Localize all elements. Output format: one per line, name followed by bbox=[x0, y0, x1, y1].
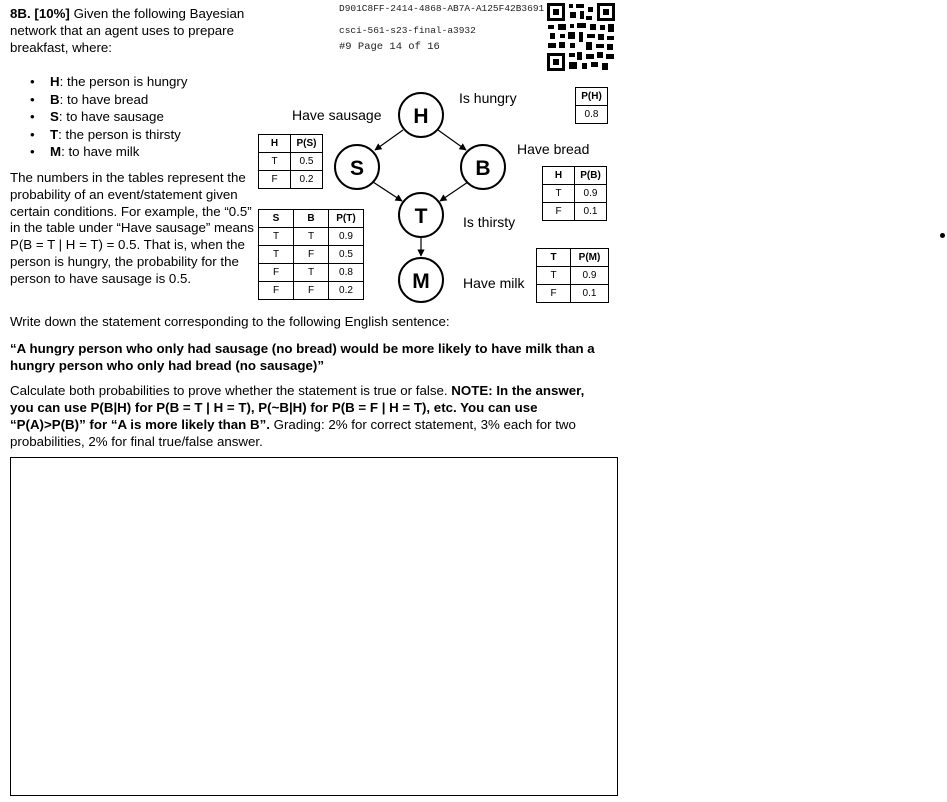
cpt-cell: 0.2 bbox=[329, 282, 364, 300]
cpt-table-b bbox=[542, 166, 607, 221]
cpt-table-m bbox=[536, 248, 609, 303]
instruction-text: Write down the statement corresponding to the following English sentence: bbox=[10, 314, 450, 329]
cpt-cell: T bbox=[259, 228, 294, 246]
calculation-instructions bbox=[10, 382, 610, 450]
cpt-header: P(H) bbox=[576, 88, 608, 106]
cpt-header: S bbox=[259, 210, 294, 228]
node-h-label: H bbox=[413, 105, 429, 128]
label-have-bread: Have bread bbox=[517, 141, 590, 157]
question-number: 8B. [10%] bbox=[10, 6, 70, 21]
cpt-header: P(M) bbox=[571, 249, 609, 267]
cpt-header: P(B) bbox=[575, 167, 607, 185]
edge-b-t bbox=[440, 182, 468, 201]
answer-box[interactable] bbox=[10, 457, 618, 796]
cpt-cell: F bbox=[259, 264, 294, 282]
cpt-cell: 0.9 bbox=[571, 267, 609, 285]
definition-text: : the person is hungry bbox=[59, 74, 188, 89]
cpt-cell: F bbox=[259, 282, 294, 300]
cpt-cell: T bbox=[537, 267, 571, 285]
definition-text: : to have milk bbox=[61, 144, 140, 159]
cpt-table-t bbox=[258, 209, 364, 300]
cpt-cell: F bbox=[294, 282, 329, 300]
label-is-thirsty: Is thirsty bbox=[463, 214, 516, 230]
quoted-sentence: “A hungry person who only had sausage (no bread) would be more likely to have milk than a hungry person who only had bread (no sausage)” bbox=[10, 341, 595, 373]
definition-text: : to have sausage bbox=[58, 109, 164, 124]
definition-var: H bbox=[50, 74, 60, 89]
cpt-cell: T bbox=[259, 153, 291, 171]
definition-var: S bbox=[50, 109, 59, 124]
cpt-cell: 0.5 bbox=[329, 246, 364, 264]
page-number: #9 Page 14 of 16 bbox=[339, 41, 440, 53]
cpt-header: B bbox=[294, 210, 329, 228]
definition-var: T bbox=[50, 126, 59, 142]
cpt-cell: 0.1 bbox=[571, 285, 609, 303]
calc-note: NOTE: In the answer, you can use P(B|H) for P(B = T | H = T), P(~B|H) for P(B = F | H = T), etc. You can use “P(A)>P(B)” for “A is more likely than B”. bbox=[10, 383, 585, 432]
cpt-header: P(S) bbox=[291, 135, 323, 153]
edge-h-b bbox=[438, 130, 466, 150]
cpt-cell: T bbox=[294, 228, 329, 246]
definition-text: : to have bread bbox=[59, 91, 149, 107]
cpt-cell: F bbox=[543, 203, 575, 221]
grading-text: Grading: 2% for correct statement, 3% each for two probabilities, 2% for final true/false answer. bbox=[10, 417, 576, 449]
cpt-header: T bbox=[537, 249, 571, 267]
cpt-table-s bbox=[258, 134, 323, 189]
cpt-cell: 0.8 bbox=[576, 106, 608, 124]
node-s-label: S bbox=[349, 157, 365, 180]
cpt-cell: T bbox=[259, 246, 294, 264]
node-b-label: B bbox=[475, 157, 491, 180]
question-intro-text: Given the following Bayesian network that an agent uses to prepare breakfast, where: bbox=[10, 6, 245, 55]
calc-text: Calculate both probabilities to prove whether the statement is true or false. bbox=[10, 383, 452, 398]
cpt-cell: 0.9 bbox=[575, 185, 607, 203]
label-have-sausage: Have sausage bbox=[292, 107, 382, 123]
explanation-text: The numbers in the tables represent the probability of an event/statement given certain conditions. For example, the “0.5” in the table under “Have sausage” means P(B = T | H = T) = 0.5. That is, when the person is hungry, the probability for the person to have sausage is 0.5. bbox=[10, 170, 254, 286]
label-is-hungry: Is hungry bbox=[459, 90, 517, 106]
edge-h-s bbox=[375, 130, 403, 150]
edge-s-t bbox=[373, 182, 402, 201]
cpt-cell: 0.5 bbox=[291, 153, 323, 171]
cpt-cell: T bbox=[543, 185, 575, 203]
cpt-cell: F bbox=[294, 246, 329, 264]
cpt-table-h bbox=[575, 87, 608, 124]
exam-id: D901C8FF-2414-4868-AB7A-A125F42B3691 bbox=[339, 3, 545, 14]
definition-var: M bbox=[50, 144, 62, 159]
course-id: csci-561-s23-final-a3932 bbox=[339, 25, 476, 36]
margin-dot bbox=[940, 233, 945, 238]
cpt-header: P(T) bbox=[329, 210, 364, 228]
cpt-cell: 0.9 bbox=[329, 228, 364, 246]
definition-var: B bbox=[50, 91, 60, 107]
node-m-label: M bbox=[412, 270, 430, 293]
bayesian-network-diagram bbox=[0, 0, 947, 320]
cpt-cell: T bbox=[294, 264, 329, 282]
cpt-cell: 0.2 bbox=[291, 171, 323, 189]
node-t-label: T bbox=[414, 205, 428, 228]
cpt-header: H bbox=[259, 135, 291, 153]
cpt-cell: 0.8 bbox=[329, 264, 364, 282]
definition-text: : the person is thirsty bbox=[58, 126, 181, 142]
cpt-cell: 0.1 bbox=[575, 203, 607, 221]
cpt-cell: F bbox=[537, 285, 571, 303]
label-have-milk: Have milk bbox=[463, 275, 525, 291]
cpt-cell: F bbox=[259, 171, 291, 189]
cpt-header: H bbox=[543, 167, 575, 185]
